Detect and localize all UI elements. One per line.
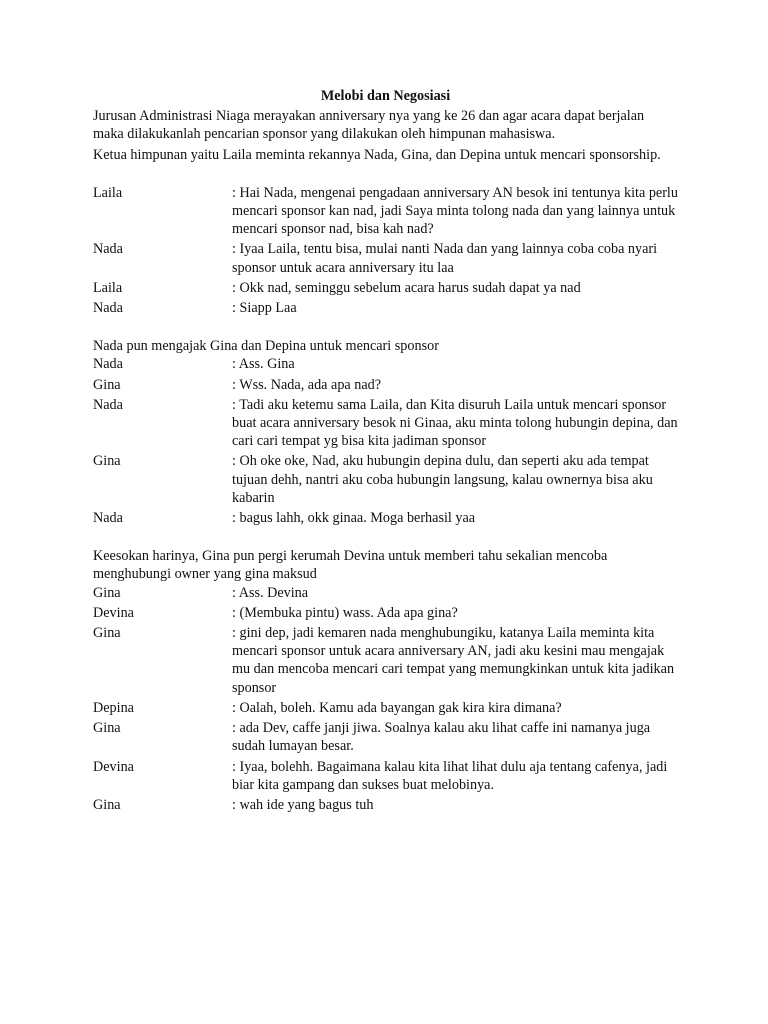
dialogue-section-2 — [93, 337, 678, 527]
dialogue-row — [93, 584, 678, 602]
dialogue-line: : (Membuka pintu) wass. Ada apa gina? — [232, 604, 458, 621]
dialogue-line: : Oh oke oke, Nad, aku hubungin depina dulu, dan seperti aku ada tempat tujuan dehh, nantri aku coba hubungin langsung, kalau ownernya bisa aku kabarin — [232, 453, 653, 506]
document-title: Melobi dan Negosiasi — [320, 88, 451, 104]
speaker-name: Gina — [93, 796, 121, 813]
dialogue-line: : Iyaa Laila, tentu bisa, mulai nanti Nada dan yang lainnya coba coba nyari sponsor untuk acara anniversary itu laa — [232, 241, 658, 276]
speaker-name: Nada — [93, 356, 123, 373]
dialogue-row — [93, 376, 678, 394]
speaker-name: Laila — [93, 184, 123, 201]
dialogue-row — [93, 184, 678, 239]
dialogue-row — [93, 509, 678, 527]
dialogue-line: : Okk nad, seminggu sebelum acara harus sudah dapat ya nad — [232, 279, 581, 296]
dialogue-line: : Siapp Laa — [232, 300, 297, 317]
section-intro: Keesokan harinya, Gina pun pergi kerumah Devina untuk memberi tahu sekalian mencoba menghubungi owner yang gina maksud — [93, 548, 608, 583]
speaker-name: Gina — [93, 720, 121, 737]
dialogue-line: : Wss. Nada, ada apa nad? — [232, 376, 382, 393]
dialogue-line: : Iyaa, bolehh. Bagaimana kalau kita lihat lihat dulu aja tentang cafenya, jadi biar kita gampang dan sukses buat melobinya. — [232, 758, 668, 793]
speaker-name: Gina — [93, 453, 121, 470]
dialogue-row — [93, 355, 678, 373]
speaker-name: Nada — [93, 396, 123, 413]
speaker-name: Nada — [93, 510, 123, 527]
dialogue-line: : Oalah, boleh. Kamu ada bayangan gak kira kira dimana? — [232, 699, 562, 716]
dialogue-row — [93, 240, 678, 276]
dialogue-line: : bagus lahh, okk ginaa. Moga berhasil yaa — [232, 510, 476, 527]
dialogue-line: : ada Dev, caffe janji jiwa. Soalnya kalau aku lihat caffe ini namanya juga sudah lumayan besar. — [232, 720, 651, 755]
speaker-name: Gina — [93, 376, 121, 393]
dialogue-row — [93, 624, 678, 697]
dialogue-line: : Ass. Gina — [232, 356, 295, 373]
dialogue-line: : Ass. Devina — [232, 584, 309, 601]
speaker-name: Devina — [93, 604, 134, 621]
speaker-name: Nada — [93, 300, 123, 317]
dialogue-row — [93, 719, 678, 755]
dialogue-row — [93, 396, 678, 451]
dialogue-row — [93, 796, 678, 814]
speaker-name: Gina — [93, 584, 121, 601]
dialogue-line: : wah ide yang bagus tuh — [232, 796, 374, 813]
dialogue-line: : gini dep, jadi kemaren nada menghubungiku, katanya Laila meminta kita mencari sponsor untuk acara anniversary AN, jadi aku kesini mau mengajak mu dan mencoba mencari cari tempat yang memungkinkan untuk kita jadikan sponsor — [232, 625, 675, 696]
speaker-name: Devina — [93, 758, 134, 775]
section-intro: Nada pun mengajak Gina dan Depina untuk mencari sponsor — [93, 338, 439, 355]
speaker-name: Nada — [93, 241, 123, 258]
dialogue-line: : Hai Nada, mengenai pengadaan anniversary AN besok ini tentunya kita perlu mencari sponsor kan nad, jadi Saya minta tolong nada dan yang lainnya untuk mencari sponsor nad, bisa kah nad? — [232, 184, 678, 238]
dialogue-row — [93, 699, 678, 717]
document-page — [93, 87, 678, 816]
dialogue-line: : Tadi aku ketemu sama Laila, dan Kita disuruh Laila untuk mencari sponsor buat acara anniversary besok ni Ginaa, aku minta tolong hubungin depina, dan cari cari tempat yg bisa kita jadiman sponsor — [232, 396, 678, 450]
dialogue-row — [93, 604, 678, 622]
dialogue-row — [93, 452, 678, 507]
speaker-name: Gina — [93, 625, 121, 642]
intro-paragraph: Ketua himpunan yaitu Laila meminta rekannya Nada, Gina, dan Depina untuk mencari sponsorship. — [93, 146, 661, 163]
dialogue-row — [93, 758, 678, 794]
speaker-name: Laila — [93, 279, 123, 296]
dialogue-section-1 — [93, 184, 678, 317]
dialogue-row — [93, 299, 678, 317]
intro-paragraph: Jurusan Administrasi Niaga merayakan anniversary nya yang ke 26 dan agar acara dapat berjalan maka dilakukanlah pencarian sponsor yang dilakukan oleh himpunan mahasiswa. — [93, 108, 645, 143]
speaker-name: Depina — [93, 699, 134, 716]
dialogue-row — [93, 279, 678, 297]
dialogue-section-3 — [93, 547, 678, 814]
